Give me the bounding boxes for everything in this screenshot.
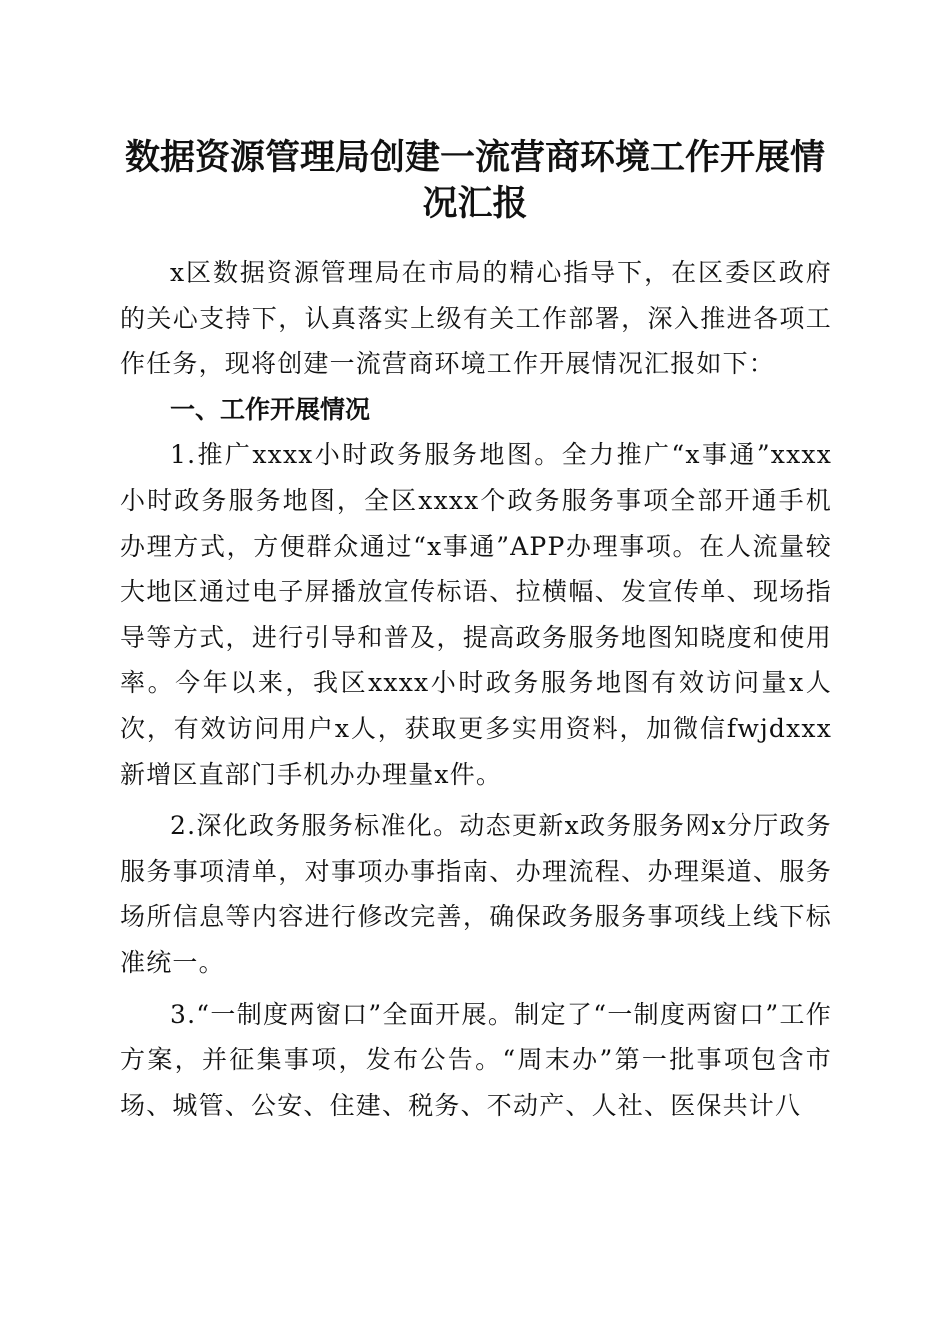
intro-paragraph: x区数据资源管理局在市局的精心指导下，在区委区政府的关心支持下，认真落实上级有关工作部署，深入推进各项工作任务，现将创建一流营商环境工作开展情况汇报如下： xyxy=(120,258,832,379)
section-heading: 一、工作开展情况 xyxy=(170,394,371,424)
title-line-1: 数据资源管理局创建一流营商环境工作开展情 xyxy=(124,137,825,178)
document-body xyxy=(120,250,832,1128)
item-3-paragraph: 3.“一制度两窗口”全面开展。制定了“一制度两窗口”工作方案，并征集事项，发布公告。“周末办”第一批事项包含市场、城管、公安、住建、税务、不动产、人社、医保共计八 xyxy=(120,999,832,1120)
item-2-paragraph: 2.深化政务服务标准化。动态更新x政务服务网x分厅政务服务事项清单，对事项办事指南、办理流程、办理渠道、服务场所信息等内容进行修改完善，确保政务服务事项线上线下标准统一。 xyxy=(120,811,832,977)
document-title xyxy=(100,135,850,227)
item-1-paragraph: 1.推广xxxx小时政务服务地图。全力推广“x事通”xxxx小时政务服务地图，全区xxxx个政务服务事项全部开通手机办理方式，方便群众通过“x事通”APP办理事项。在人流量较大地区通过电子屏播放宣传标语、拉横幅、发宣传单、现场指导等方式，进行引导和普及，提高政务服务地图知晓度和使用率。今年以来，我区xxxx小时政务服务地图有效访问量x人次，有效访问用户x人，获取更多实用资料，加微信fwjdxxx新增区直部门手机办办理量x件。 xyxy=(120,440,832,789)
title-line-2: 况汇报 xyxy=(422,183,528,224)
